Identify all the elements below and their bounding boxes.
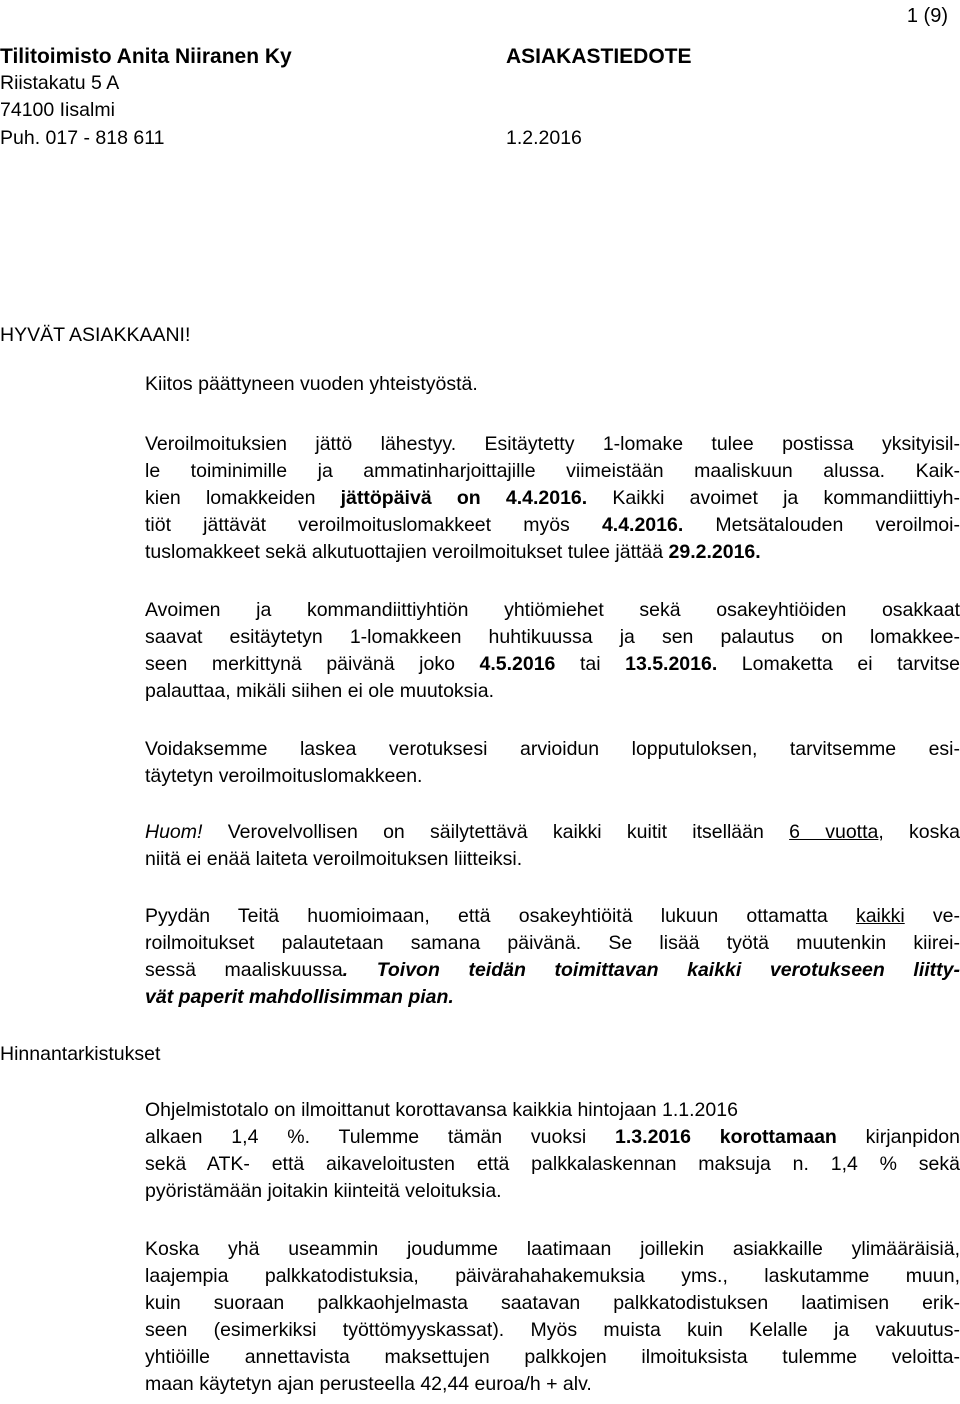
text-line: kien lomakkeiden jättöpäivä on 4.4.2016. Kaikki avoimet ja kommandiittiyh- (145, 487, 960, 509)
text-line: alkaen 1,4 %. Tulemme tämän vuoksi 1.3.2016 korottamaan kirjanpidon (145, 1126, 960, 1148)
text-line: seen (esimerkiksi työttömyyskassat). Myös muista kuin Kelalle ja vakuutus- (145, 1319, 960, 1341)
note-label: Huom! (145, 821, 203, 843)
retention-period: 6 vuotta (789, 821, 879, 843)
text-line: täytetyn veroilmoituslomakkeen. (145, 765, 423, 787)
paragraph-tax-returns (145, 431, 960, 566)
text-line: seen merkittynä päivänä joko 4.5.2016 tai 13.5.2016. Lomaketta ei tarvitse (145, 653, 960, 675)
text-line: Kiitos päättyneen vuoden yhteistyöstä. (145, 373, 478, 395)
increase-date: 1.3.2016 korottamaan (615, 1126, 837, 1148)
text-line: yhtiöille annettavista maksettujen palkkojen ilmoituksista tulemme veloitta- (145, 1346, 960, 1368)
text-line: sekä ATK- että aikaveloitusten että palkkalaskennan maksuja n. 1,4 % sekä (145, 1153, 960, 1175)
paragraph-extra-certificates (145, 1236, 960, 1398)
text-line: pyöristämään joitakin kiinteitä veloituksia. (145, 1180, 502, 1202)
text-line: Koska yhä useammin joudumme laatimaan joillekin asiakkaille ylimääräisiä, (145, 1238, 960, 1260)
text-line: laajempia palkkatodistuksia, päivärahahakemuksia yms., laskutamme muun, (145, 1265, 960, 1287)
company-city: 74100 Iisalmi (0, 99, 115, 121)
paragraph-thanks (145, 371, 960, 398)
text-line: Ohjelmistotalo on ilmoittanut korottavansa kaikkia hintojaan 1.1.2016 (145, 1099, 738, 1121)
text-line: Avoimen ja kommandiittiyhtiön yhtiömiehet sekä osakeyhtiöiden osakkaat (145, 599, 960, 621)
text-line: Huom! Verovelvollisen on säilytettävä kaikki kuitit itsellään 6 vuotta, koska (145, 821, 960, 843)
company-street: Riistakatu 5 A (0, 72, 120, 94)
paragraph-request (145, 903, 960, 1011)
deadline-date: 13.5.2016. (625, 653, 718, 675)
text-line: tuslomakkeet sekä alkutuottajien veroilmoitukset tulee jättää 29.2.2016. (145, 541, 761, 563)
text-line: vät paperit mahdollisimman pian. (145, 986, 454, 1008)
paragraph-partnerships (145, 597, 960, 705)
deadline-date: 4.5.2016 (479, 653, 556, 675)
text-line: kuin suoraan palkkaohjelmasta saatavan palkkatodistuksen laatimisen erik- (145, 1292, 960, 1314)
deadline-date: 29.2.2016. (668, 541, 761, 563)
text-line: le toiminimille ja ammatinharjoittajille viimeistään maaliskuun alussa. Kaik- (145, 460, 960, 482)
text-line: saavat esitäytetyn 1-lomakkeen huhtikuussa ja sen palautus on lomakkee- (145, 626, 960, 648)
page-number: 1 (9) (906, 5, 948, 27)
paragraph-price-increase (145, 1097, 960, 1205)
paragraph-receipts (145, 819, 960, 873)
text-line: palauttaa, mikäli siihen ei ole muutoksia. (145, 680, 495, 702)
company-phone: Puh. 017 - 818 611 (0, 127, 165, 149)
document-type: ASIAKASTIEDOTE (506, 45, 692, 68)
side-heading-price-review: Hinnantarkistukset (0, 1043, 161, 1065)
greeting: HYVÄT ASIAKKAANI! (0, 324, 191, 346)
company-name: Tilitoimisto Anita Niiranen Ky (0, 45, 292, 68)
text-line: sessä maaliskuussa. Toivon teidän toimittavan kaikki verotukseen liitty- (145, 959, 960, 981)
text-line: Pyydän Teitä huomioimaan, että osakeyhtiöitä lukuun ottamatta kaikki ve- (145, 905, 960, 927)
deadline-date: 4.4.2016. (601, 514, 684, 536)
emphasis-request: . Toivon teidän toimittavan kaikki verotukseen liitty- (342, 959, 960, 981)
deadline-date: jättöpäivä on 4.4.2016. (340, 487, 588, 509)
text-line: tiöt jättävät veroilmoituslomakkeet myös 4.4.2016. Metsätalouden veroilmoi- (145, 514, 960, 536)
text-line: roilmoitukset palautetaan samana päivänä. Se lisää työtä muutenkin kiirei- (145, 932, 960, 954)
text-line: Voidaksemme laskea verotuksesi arvioidun lopputuloksen, tarvitsemme esi- (145, 738, 960, 760)
text-line: niitä ei enää laiteta veroilmoituksen liitteiksi. (145, 848, 523, 870)
text-line: maan käytetyn ajan perusteella 42,44 euroa/h + alv. (145, 1373, 592, 1395)
text-line: Veroilmoituksien jättö lähestyy. Esitäytetty 1-lomake tulee postissa yksityisil- (145, 433, 960, 455)
emphasis-all: kaikki (855, 905, 905, 927)
document-date: 1.2.2016 (506, 127, 582, 149)
paragraph-prefilled (145, 736, 960, 790)
